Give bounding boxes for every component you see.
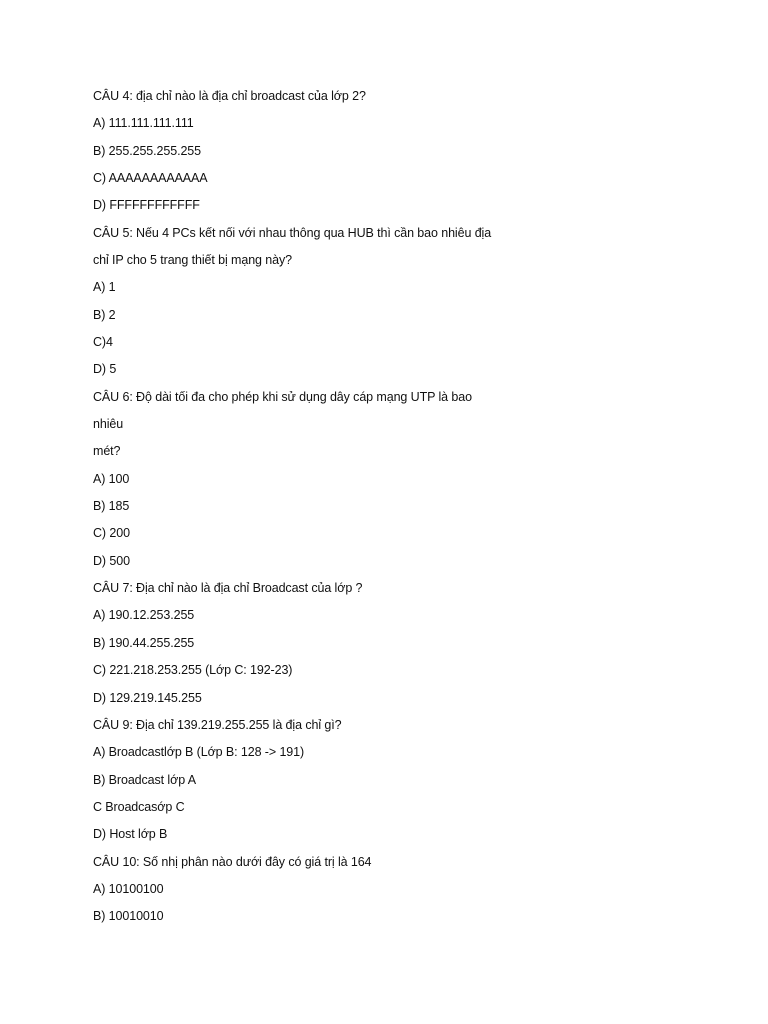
question-6-title-cont-1: nhiêu [93,417,124,431]
question-5-title: CÂU 5: Nếu 4 PCs kết nối với nhau thông qua HUB thì cần bao nhiêu địa [93,226,492,240]
question-4-title: CÂU 4: địa chỉ nào là địa chỉ broadcast của lớp 2? [93,89,366,103]
question-6-option-b: B) 185 [93,499,130,513]
question-9-title: CÂU 9: Địa chỉ 139.219.255.255 là địa chỉ gì? [93,718,342,732]
question-6-title-cont-2: mét? [93,444,121,458]
question-7-option-b: B) 190.44.255.255 [93,636,195,650]
question-4-option-a: A) 111.111.111.111 [93,116,194,130]
question-7-option-a: A) 190.12.253.255 [93,608,195,622]
question-6-option-d: D) 500 [93,554,130,568]
question-5-option-a: A) 1 [93,280,116,294]
question-4-option-b: B) 255.255.255.255 [93,144,202,158]
question-5-option-b: B) 2 [93,308,116,322]
question-4-option-d: D) FFFFFFFFFFFF [93,198,200,212]
question-9-option-a: A) Broadcastlớp B (Lớp B: 128 -> 191) [93,745,305,759]
question-10-title: CÂU 10: Số nhị phân nào dưới đây có giá trị là 164 [93,855,372,869]
question-7-option-d: D) 129.219.145.255 [93,691,202,705]
question-5-option-c: C)4 [93,335,113,349]
question-6-title: CÂU 6: Độ dài tối đa cho phép khi sử dụng dây cáp mạng UTP là bao [93,390,472,404]
question-7-title: CÂU 7: Địa chỉ nào là địa chỉ Broadcast của lớp ? [93,581,363,595]
question-6-option-c: C) 200 [93,526,130,540]
question-9-option-b: B) Broadcast lớp A [93,773,196,787]
question-5-option-d: D) 5 [93,362,117,376]
question-4-option-c: C) AAAAAAAAAAAA [93,171,208,185]
question-5-title-cont: chỉ IP cho 5 trang thiết bị mạng này? [93,253,292,267]
question-10-option-b: B) 10010010 [93,909,164,923]
question-9-option-d: D) Host lớp B [93,827,168,841]
question-10-option-a: A) 10100100 [93,882,164,896]
question-7-option-c: C) 221.218.253.255 (Lớp C: 192-23) [93,663,293,677]
question-9-option-c: C Broadcasớp C [93,800,185,814]
question-6-option-a: A) 100 [93,472,130,486]
